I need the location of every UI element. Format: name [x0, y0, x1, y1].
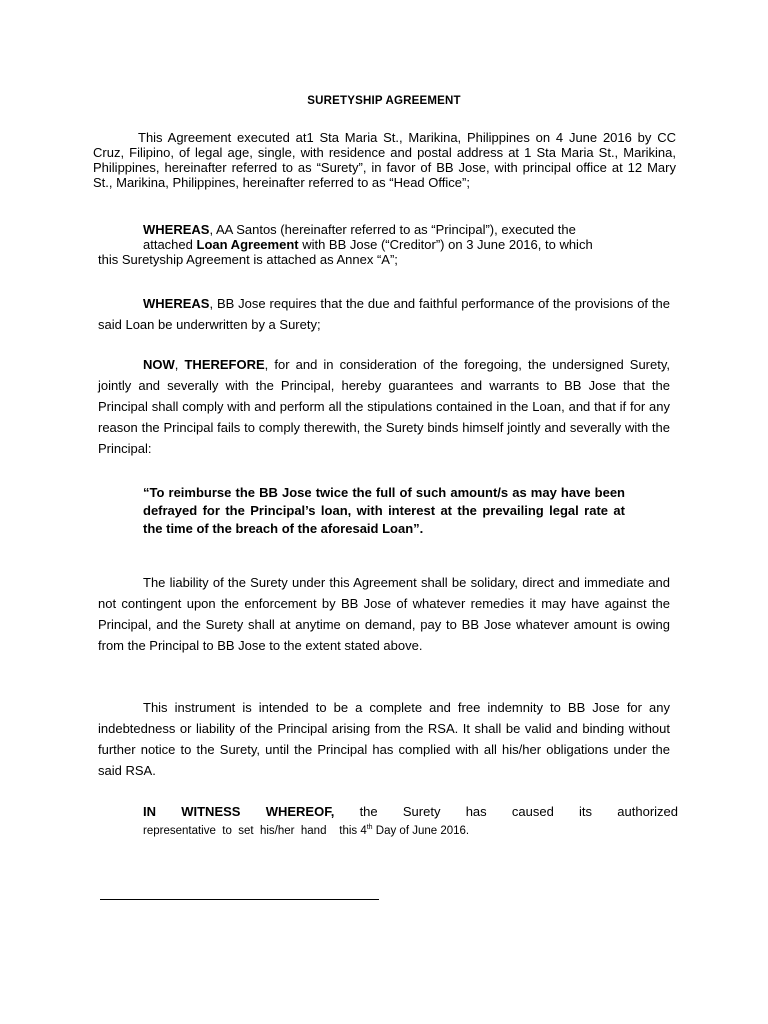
- witness-line-2-end: Day of June 2016.: [372, 825, 470, 837]
- whereas-line-3: this Suretyship Agreement is attached as Annex “A”;: [98, 252, 398, 267]
- signature-line: [100, 899, 379, 900]
- witness-word: Surety: [402, 804, 441, 819]
- witness-word: IN: [143, 804, 156, 819]
- opening-paragraph: This Agreement executed at1 Sta Maria St., Marikina, Philippines on 4 June 2016 by CC Cruz, Filipino, of legal age, single, with residence and postal address at 1 Sta Maria St., Marikina, Philippines, hereinafter referred to as “Surety”, in favor of BB Jose, with principal office at 12 Mary St., Marikina, Philippines, hereinafter referred to as “Head Office”;: [93, 130, 676, 190]
- witness-line-1: [143, 803, 678, 821]
- whereas-line-1: [98, 222, 678, 237]
- therefore-keyword: THEREFORE: [184, 357, 265, 372]
- whereas-text: , AA Santos (hereinafter referred to as “Principal”), executed the: [209, 222, 576, 237]
- reimbursement-quote: “To reimburse the BB Jose twice the full of such amount/s as may have been defrayed for the Principal’s loan, with interest at the prevailing legal rate at the time of the breach of the aforesaid Loan”.: [143, 485, 625, 536]
- whereas-clause-1: [98, 222, 678, 267]
- now-therefore-clause: [98, 354, 670, 459]
- witness-word: has: [465, 804, 487, 819]
- now-keyword: NOW: [143, 357, 175, 372]
- whereas-keyword: WHEREAS: [143, 296, 210, 311]
- loan-agreement-term: Loan Agreement: [196, 237, 299, 252]
- witness-word: its: [579, 804, 593, 819]
- whereas-text: , BB Jose requires that the due and faithful performance of the provisions of the said Loan be underwritten by a Surety;: [98, 296, 670, 332]
- whereas-keyword: WHEREAS: [143, 222, 210, 237]
- witness-word: caused: [511, 804, 554, 819]
- separator: ,: [174, 357, 185, 372]
- witness-word: authorized: [617, 804, 678, 819]
- witness-line-2: [143, 823, 678, 839]
- ordinal-suffix: th: [366, 824, 373, 832]
- liability-paragraph: The liability of the Surety under this Agreement shall be solidary, direct and immediate and not contingent upon the enforcement by BB Jose of whatever remedies it may have against the Principal, and the Surety shall at anytime on demand, pay to BB Jose whatever amount is owing from the Principal to BB Jose to the extent stated above.: [98, 575, 670, 653]
- now-therefore-text: , for and in consideration of the foregoing, the undersigned Surety, jointly and severally with the Principal, hereby guarantees and warrants to BB Jose that the Principal shall comply with and perform all the stipulations contained in the Loan, and that if for any reason the Principal fails to comply therewith, the Surety binds himself jointly and severally with the Principal:: [98, 357, 670, 456]
- whereas-text: with BB Jose (“Creditor”) on 3 June 2016, to which: [298, 237, 593, 252]
- witness-word: WHEREOF,: [265, 804, 335, 819]
- document-title: SURETYSHIP AGREEMENT: [307, 95, 461, 107]
- whereas-text: attached: [143, 237, 197, 252]
- witness-word: the: [359, 804, 378, 819]
- witness-clause: [143, 803, 678, 839]
- whereas-line-2: [98, 237, 678, 252]
- witness-word: WITNESS: [181, 804, 241, 819]
- indemnity-paragraph: This instrument is intended to be a complete and free indemnity to BB Jose for any indebtedness or liability of the Principal arising from the RSA. It shall be valid and binding without further notice to the Surety, until the Principal has complied with all his/her obligations under the said RSA.: [98, 700, 670, 778]
- witness-line-2-text: representative to set his/her hand this 4: [143, 825, 367, 837]
- whereas-clause-2: [98, 293, 670, 335]
